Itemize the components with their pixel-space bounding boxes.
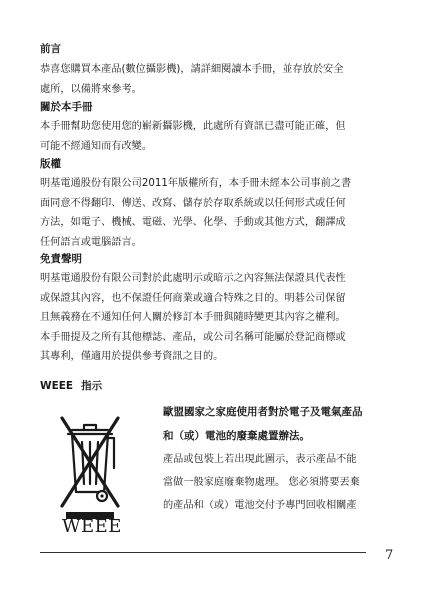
copyright-line: 任何語言或電腦語言。 <box>40 236 142 248</box>
preface-heading: 前言 <box>40 43 61 55</box>
preface-line: 恭喜您購買本產品(數位攝影機)，請詳細閱讀本手冊，並存放於安全 <box>40 64 344 75</box>
disclaimer-line: 或保證其內容，也不保證任何商業或適合特殊之目的。明碁公司保留 <box>40 292 346 304</box>
disclaimer-heading: 免責聲明 <box>40 253 82 265</box>
eu-bold-line: 和（或）電池的廢棄處置辦法。 <box>163 430 310 442</box>
eu-text-line: 產品或包裝上若出現此圖示，表示產品不能 <box>163 454 357 465</box>
eu-text-line: 的產品和（或）電池交付予專門回收相關產 <box>163 500 357 511</box>
preface-line: 處所，以備將來參考。 <box>40 83 142 95</box>
weee-logo-caption: WEEE <box>62 516 122 537</box>
preface-paragraph <box>40 60 343 99</box>
about-heading: 關於本手冊 <box>40 101 93 113</box>
about-line: 本手冊幫助您使用您的嶄新攝影機，此處所有資訊已盡可能正確，但 <box>40 121 346 132</box>
weee-heading-left: WEEE <box>40 380 74 392</box>
page-number: 7 <box>385 548 394 563</box>
footer-divider <box>40 552 366 553</box>
copyright-paragraph <box>40 174 351 252</box>
weee-eu-block <box>163 400 403 517</box>
about-line: 可能不經通知而有改變。 <box>40 140 153 152</box>
eu-text-line: 當做一般家庭廢棄物處理。 您必須將要丟棄 <box>163 477 360 488</box>
weee-heading <box>40 378 102 393</box>
weee-heading-right: 指示 <box>81 380 103 392</box>
eu-bold-line: 歐盟國家之家庭使用者對於電子及電氣產品 <box>163 406 363 418</box>
copyright-heading: 版權 <box>40 158 61 170</box>
about-paragraph <box>40 117 346 156</box>
copyright-line: 方法，如電子、機械、電磁、光學、化學、手動或其他方式，翻譯成 <box>40 217 346 229</box>
copyright-line: 面同意不得翻印、傳送、改寫、儲存於存取系統或以任何形式或任何 <box>40 197 346 209</box>
disclaimer-line: 其專利，僅適用於提供參考資訊之目的。 <box>40 351 224 363</box>
disclaimer-paragraph <box>40 269 346 367</box>
disclaimer-line: 本手冊提及之所有其他標誌、產品，或公司名稱可能屬於登記商標或 <box>40 331 346 343</box>
copyright-line: 明基電通股份有限公司2011年版權所有，本手冊未經本公司事前之書 <box>40 178 352 189</box>
disclaimer-line: 明基電通股份有限公司對於此處明示或暗示之內容無法保證具代表性 <box>40 273 346 284</box>
disclaimer-line: 且無義務在不通知任何人關於修訂本手冊與隨時變更其內容之權利。 <box>40 312 346 324</box>
